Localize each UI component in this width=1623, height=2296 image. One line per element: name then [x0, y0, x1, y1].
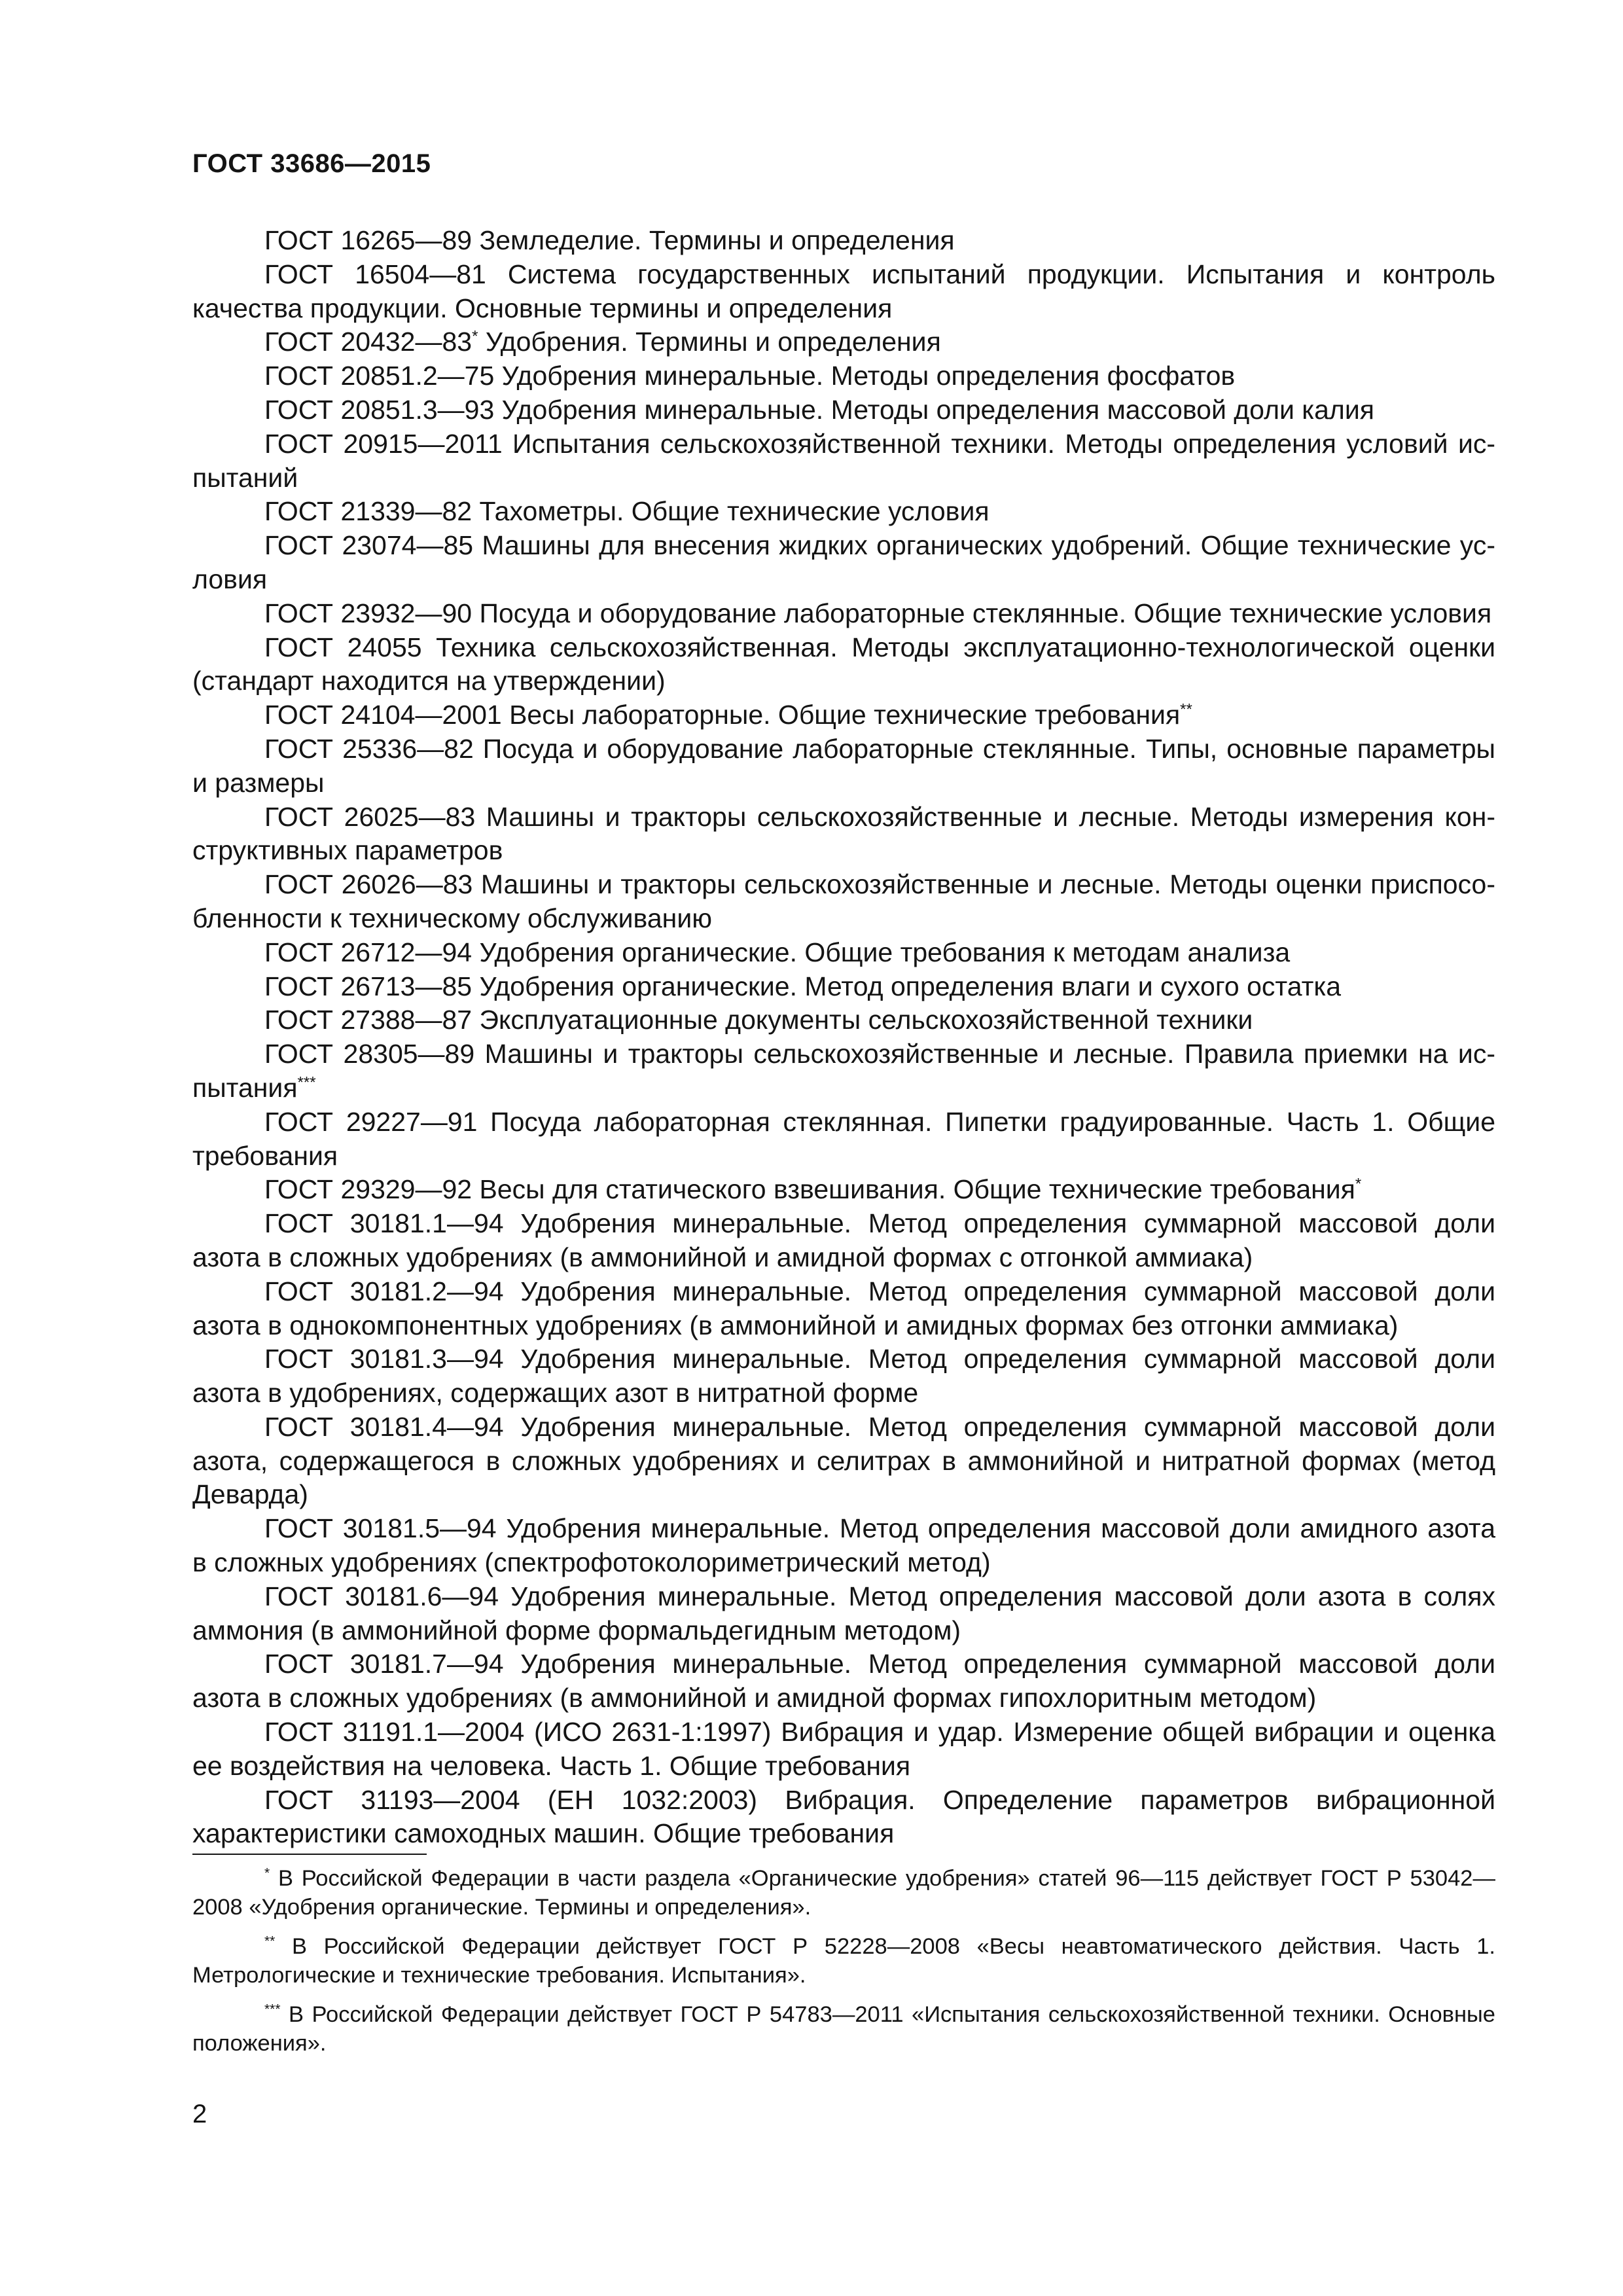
reference-text: ГОСТ 23932—90 Посуда и оборудование лабораторные стеклянные. Общие технические условия — [264, 598, 1492, 628]
footnote — [192, 2000, 1495, 2058]
reference-entry — [192, 631, 1495, 699]
reference-text: ГОСТ 26712—94 Удобрения органические. Общие требования к методам анализа — [264, 937, 1291, 967]
footnote-marker: * — [472, 327, 478, 346]
footnote — [192, 1864, 1495, 1922]
reference-text: ГОСТ 20851.3—93 Удобрения минеральные. Методы определения массовой доли калия — [264, 394, 1374, 425]
reference-text: ГОСТ 26025—83 Машины и тракторы сельскохозяйственные и лесные. Методы измерения конструктивных параметров — [192, 801, 1495, 866]
reference-entry — [192, 597, 1495, 631]
reference-text: ГОСТ 20432—83 — [264, 327, 473, 357]
reference-entry — [192, 1105, 1495, 1174]
footnote-text: В Российской Федерации в части раздела «Органические удобрения» статей 96—115 действует ГОСТ Р 53042—2008 «Удобрения органические. Термины и определения». — [192, 1866, 1495, 1920]
footnote-marker: ** — [1180, 700, 1192, 719]
reference-entry — [192, 732, 1495, 800]
reference-entry — [192, 393, 1495, 427]
footnotes — [192, 1864, 1495, 2068]
reference-text: ГОСТ 26026—83 Машины и тракторы сельскохозяйственные и лесные. Методы оценки приспособленности к техническому обслуживанию — [192, 869, 1495, 933]
reference-text: ГОСТ 29329—92 Весы для статического взвешивания. Общие технические требования — [264, 1174, 1355, 1205]
reference-text: ГОСТ 30181.7—94 Удобрения минеральные. Метод определения суммарной массовой доли азота в сложных удобрениях (в аммонийной и амидной формах гипохлоритным методом) — [192, 1649, 1495, 1713]
reference-text: ГОСТ 30181.5—94 Удобрения минеральные. Метод определения массовой доли амидного азота в сложных удобрениях (спектрофотоколориметрический метод) — [192, 1513, 1495, 1578]
reference-text: ГОСТ 28305—89 Машины и тракторы сельскохозяйственные и лесные. Правила приемки на испытания — [192, 1039, 1495, 1103]
reference-text: ГОСТ 16504—81 Система государственных испытаний продукции. Испытания и контроль качества продукции. Основные термины и определения — [192, 259, 1495, 323]
footnote-marker: * — [1355, 1175, 1362, 1193]
reference-text: ГОСТ 30181.3—94 Удобрения минеральные. Метод определения суммарной массовой доли азота в удобрениях, содержащих азот в нитратной форме — [192, 1344, 1495, 1408]
reference-text: ГОСТ 30181.6—94 Удобрения минеральные. Метод определения массовой доли азота в солях аммония (в аммонийной форме формальдегидным методом) — [192, 1581, 1495, 1645]
reference-text: ГОСТ 16265—89 Земледелие. Термины и определения — [264, 225, 955, 255]
reference-text: ГОСТ 29227—91 Посуда лабораторная стеклянная. Пипетки градуированные. Часть 1. Общие требования — [192, 1106, 1495, 1171]
reference-text-tail: Удобрения. Термины и определения — [478, 327, 941, 357]
reference-entry — [192, 1275, 1495, 1343]
reference-entry — [192, 1410, 1495, 1512]
reference-text: ГОСТ 20851.2—75 Удобрения минеральные. Методы определения фосфатов — [264, 361, 1236, 391]
reference-entry — [192, 1647, 1495, 1715]
reference-text: ГОСТ 30181.4—94 Удобрения минеральные. Метод определения суммарной массовой доли азота, содержащегося в сложных удобрениях и селитрах в аммонийной и нитратной формах (метод Деварда) — [192, 1411, 1495, 1510]
footnote-marker: ** — [264, 1933, 276, 1949]
footnote-text: В Российской Федерации действует ГОСТ Р 54783—2011 «Испытания сельскохозяйственной техники. Основные положения». — [192, 2002, 1495, 2056]
reference-entry — [192, 495, 1495, 529]
reference-entry — [192, 224, 1495, 258]
reference-entry — [192, 1512, 1495, 1580]
reference-entry — [192, 800, 1495, 869]
reference-entry — [192, 325, 1495, 359]
reference-entry — [192, 970, 1495, 1004]
normative-references-list — [192, 224, 1495, 1851]
reference-entry — [192, 1715, 1495, 1784]
reference-text: ГОСТ 24055 Техника сельскохозяйственная. Методы эксплуатационно-технологической оценки (стандарт находится на утверждении) — [192, 632, 1495, 696]
reference-entry — [192, 258, 1495, 326]
reference-text: ГОСТ 21339—82 Тахометры. Общие технические условия — [264, 496, 990, 527]
reference-text: ГОСТ 24104—2001 Весы лабораторные. Общие технические требования — [264, 700, 1181, 730]
reference-entry — [192, 1207, 1495, 1275]
footnote-text: В Российской Федерации действует ГОСТ Р 52228—2008 «Весы неавтоматического действия. Часть 1. Метрологические и технические требования. Испытания». — [192, 1934, 1495, 1988]
page-number: 2 — [192, 2100, 207, 2128]
footnote-divider — [192, 1854, 427, 1855]
reference-entry — [192, 1173, 1495, 1207]
reference-entry — [192, 1580, 1495, 1648]
reference-text: ГОСТ 23074—85 Машины для внесения жидких органических удобрений. Общие технические условия — [192, 530, 1495, 594]
reference-text: ГОСТ 25336—82 Посуда и оборудование лабораторные стеклянные. Типы, основные параметры и размеры — [192, 733, 1495, 798]
reference-entry — [192, 529, 1495, 597]
reference-entry — [192, 868, 1495, 936]
reference-entry — [192, 1342, 1495, 1410]
reference-entry — [192, 359, 1495, 393]
reference-text: ГОСТ 27388—87 Эксплуатационные документы сельскохозяйственной техники — [264, 1005, 1253, 1035]
reference-entry — [192, 698, 1495, 732]
reference-text: ГОСТ 20915—2011 Испытания сельскохозяйственной техники. Методы определения условий испытаний — [192, 428, 1495, 493]
page-header: ГОСТ 33686—2015 — [192, 149, 431, 178]
reference-entry — [192, 1784, 1495, 1852]
footnote-marker: *** — [264, 2001, 281, 2017]
reference-text: ГОСТ 31193—2004 (ЕН 1032:2003) Вибрация. Определение параметров вибрационной характеристики самоходных машин. Общие требования — [192, 1784, 1495, 1849]
reference-text: ГОСТ 30181.2—94 Удобрения минеральные. Метод определения суммарной массовой доли азота в однокомпонентных удобрениях (в аммонийной и амидных формах без отгонки аммиака) — [192, 1276, 1495, 1340]
footnote-marker: * — [264, 1865, 270, 1881]
reference-text: ГОСТ 31191.1—2004 (ИСО 2631-1:1997) Вибрация и удар. Измерение общей вибрации и оценка ее воздействия на человека. Часть 1. Общие требования — [192, 1717, 1495, 1781]
footnote — [192, 1932, 1495, 1990]
reference-entry — [192, 936, 1495, 970]
reference-entry — [192, 1037, 1495, 1105]
footnote-marker: *** — [297, 1073, 316, 1092]
reference-entry — [192, 1003, 1495, 1037]
reference-text: ГОСТ 30181.1—94 Удобрения минеральные. Метод определения суммарной массовой доли азота в сложных удобрениях (в аммонийной и амидной формах с отгонкой аммиака) — [192, 1208, 1495, 1272]
reference-text: ГОСТ 26713—85 Удобрения органические. Метод определения влаги и сухого остатка — [264, 971, 1342, 1001]
reference-entry — [192, 427, 1495, 495]
